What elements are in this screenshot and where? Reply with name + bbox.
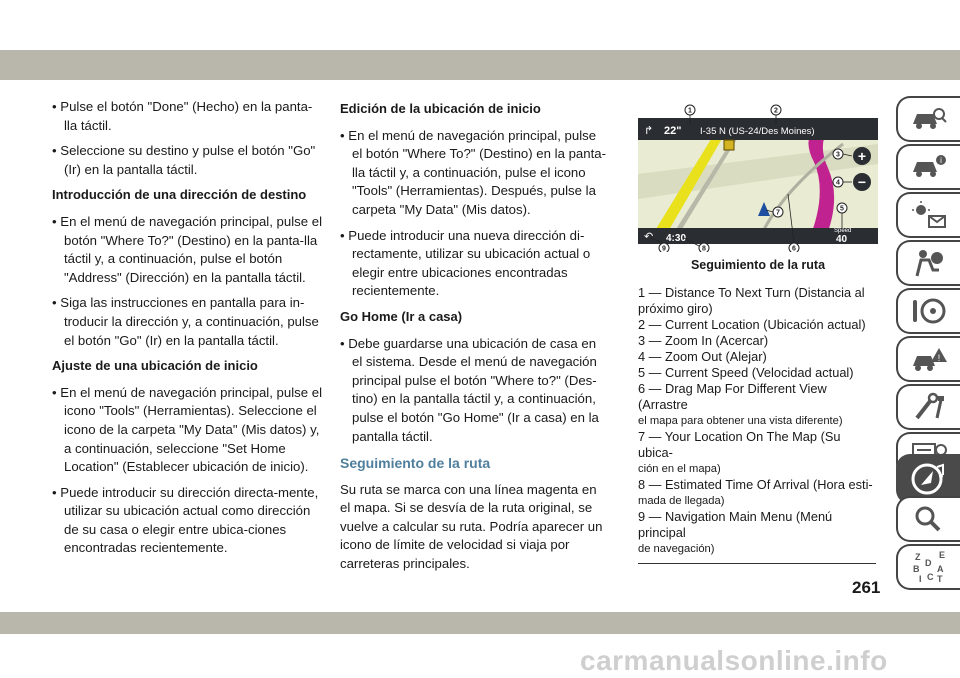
svg-text:T: T	[937, 574, 943, 584]
column-left	[52, 98, 324, 565]
svg-text:E: E	[939, 550, 946, 560]
tab-index[interactable]	[896, 544, 960, 590]
callout-1: 1	[688, 107, 692, 115]
legend-item-4: 4 — Zoom Out (Alejar)	[638, 348, 767, 364]
tab-airbag-safety[interactable]	[896, 240, 960, 286]
navigation-screenshot	[638, 104, 878, 252]
legend-item-7b: ción en el mapa)	[638, 462, 721, 475]
tab-car-warning[interactable]	[896, 336, 960, 382]
callout-5: 5	[840, 205, 844, 213]
callout-2: 2	[774, 107, 778, 115]
legend-item-9b: de navegación)	[638, 542, 715, 555]
car-search-icon	[909, 104, 949, 134]
column-middle	[340, 98, 606, 581]
heading-edit-home: Edición de la ubicación de inicio	[340, 101, 541, 116]
car-info-icon	[909, 152, 949, 182]
heading-go-home: Go Home (Ir a casa)	[340, 308, 463, 324]
index-letters-icon	[909, 550, 949, 584]
legend-item-6a: 6 — Drag Map For Different View (Arrastre	[638, 380, 827, 412]
figure-caption: Seguimiento de la ruta	[690, 258, 826, 272]
legend-item-8b: mada de llegada)	[638, 494, 725, 507]
svg-text:i: i	[940, 156, 942, 165]
column-right	[638, 104, 878, 564]
svg-text:+: +	[857, 148, 867, 164]
svg-text:↱: ↱	[644, 125, 654, 137]
bullet-edit-where-to: • En el menú de navegación principal, pulse el botón "Where To?" (Destino) en la panta-lla táctil y, a continuación, pulse el icono "Tools" (Herramientas). Después, pulse la carpeta "My Data" (Mis datos).	[340, 127, 606, 220]
tab-steering[interactable]	[896, 288, 960, 334]
heading-enter-address: Introducción de una dirección de destino	[52, 187, 307, 203]
svg-text:B: B	[913, 564, 920, 574]
svg-text:I: I	[919, 574, 922, 584]
page-number: 261	[852, 578, 881, 597]
bullet-select-destination: • Seleccione su destino y pulse el botón "Go" (Ir) en la pantalla táctil.	[52, 142, 324, 179]
callout-3: 3	[836, 151, 840, 159]
airbag-person-icon	[909, 248, 949, 278]
turn-distance-text: 22"	[664, 125, 682, 137]
callout-4: 4	[836, 179, 840, 187]
tab-maintenance[interactable]	[896, 384, 960, 430]
svg-text:Z: Z	[915, 552, 921, 562]
legend-item-3: 3 — Zoom In (Acercar)	[638, 332, 769, 348]
tab-warning-lights[interactable]	[896, 192, 960, 238]
svg-text:D: D	[925, 558, 932, 568]
wrench-icon	[909, 392, 949, 422]
speed-text: 40	[836, 234, 848, 245]
tab-car-info[interactable]	[896, 144, 960, 190]
steering-wheel-icon	[909, 296, 949, 326]
paragraph-route-magenta: Su ruta se marca con una línea magenta en el mapa. Si se desvía de la ruta original, se vuelve a calcular su ruta. Podría aparecer un icono de límite de velocidad si viaja por carreteras principales.	[340, 481, 603, 572]
zoom-in-icon[interactable]	[853, 147, 871, 165]
svg-text:C: C	[927, 572, 934, 582]
legend-item-7a: 7 — Your Location On The Map (Su ubica-	[638, 428, 841, 460]
music-nav-icon	[907, 461, 951, 497]
svg-text:!: !	[937, 353, 941, 363]
warning-light-icon	[909, 200, 949, 230]
legend-item-9a: 9 — Navigation Main Menu (Menú principal	[638, 508, 833, 540]
svg-text:−: −	[857, 174, 867, 190]
callout-7: 7	[776, 209, 780, 217]
magnifier-icon	[909, 504, 949, 534]
bullet-follow-instructions: • Siga las instrucciones en pantalla para in-troducir la dirección y, a continuación, pulse el botón "Go" (Ir) en la pantalla táctil.	[52, 294, 324, 350]
heading-route-tracking: Seguimiento de la ruta	[340, 455, 491, 472]
bullet-tools-my-data: • En el menú de navegación principal, pulse el icono "Tools" (Herramientas). Seleccione el icono de la carpeta "My Data" (Mis datos) y, a continuación, seleccione "Set Home Location" (Establecer ubicación de inicio).	[52, 384, 324, 477]
callout-8: 8	[702, 245, 706, 252]
callout-6: 6	[792, 245, 796, 252]
car-warning-icon	[909, 344, 949, 374]
bullet-new-address: • Puede introducir una nueva dirección di-rectamente, utilizar su ubicación actual o elegir entre ubicaciones encontradas recientemente.	[340, 227, 606, 301]
heading-set-home: Ajuste de una ubicación de inicio	[52, 358, 258, 374]
road-name-text: I-35 N (US-24/Des Moines)	[700, 126, 815, 137]
back-arrow-icon[interactable]: ↶	[644, 231, 654, 243]
legend-item-6b: el mapa para obtener una vista diferente)	[638, 414, 843, 427]
legend-item-2: 2 — Current Location (Ubicación actual)	[638, 316, 866, 332]
svg-text:A: A	[937, 564, 944, 574]
legend-rule	[638, 563, 876, 564]
legend-item-1: 1 — Distance To Next Turn (Distancia al próximo giro)	[638, 284, 865, 316]
legend	[638, 285, 878, 557]
top-band	[0, 50, 960, 80]
tab-car-search[interactable]	[896, 96, 960, 142]
bullet-enter-home-address: • Puede introducir su dirección directa-mente, utilizar su ubicación actual como dirección de su casa o elegir entre ubica-ciones encontradas recientemente.	[52, 484, 324, 558]
zoom-out-icon[interactable]	[853, 173, 871, 191]
speed-label-text: Speed	[834, 228, 852, 234]
tab-search[interactable]	[896, 496, 960, 542]
bullet-go-home: • Debe guardarse una ubicación de casa en el sistema. Desde el menú de navegación principal pulse el botón "Where to?" (Des-tino) en la pantalla táctil y, a continuación, pulse el botón "Go Home" (Ir a casa) en la pantalla táctil.	[340, 335, 606, 447]
bullet-done: • Pulse el botón "Done" (Hecho) en la panta-lla táctil.	[52, 98, 324, 135]
bottom-band	[0, 612, 960, 634]
watermark: carmanualsonline.info	[580, 645, 888, 676]
callout-9: 9	[662, 245, 666, 252]
bullet-where-to-address: • En el menú de navegación principal, pulse el botón "Where To?" (Destino) en la panta-lla táctil y, a continuación, pulse el botón "Address" (Dirección) en la pantalla táctil.	[52, 213, 324, 287]
eta-text: 4:30	[666, 233, 687, 244]
legend-item-5: 5 — Current Speed (Velocidad actual)	[638, 364, 854, 380]
navigation-map	[638, 104, 878, 252]
legend-item-8a: 8 — Estimated Time Of Arrival (Hora esti-	[638, 476, 873, 492]
